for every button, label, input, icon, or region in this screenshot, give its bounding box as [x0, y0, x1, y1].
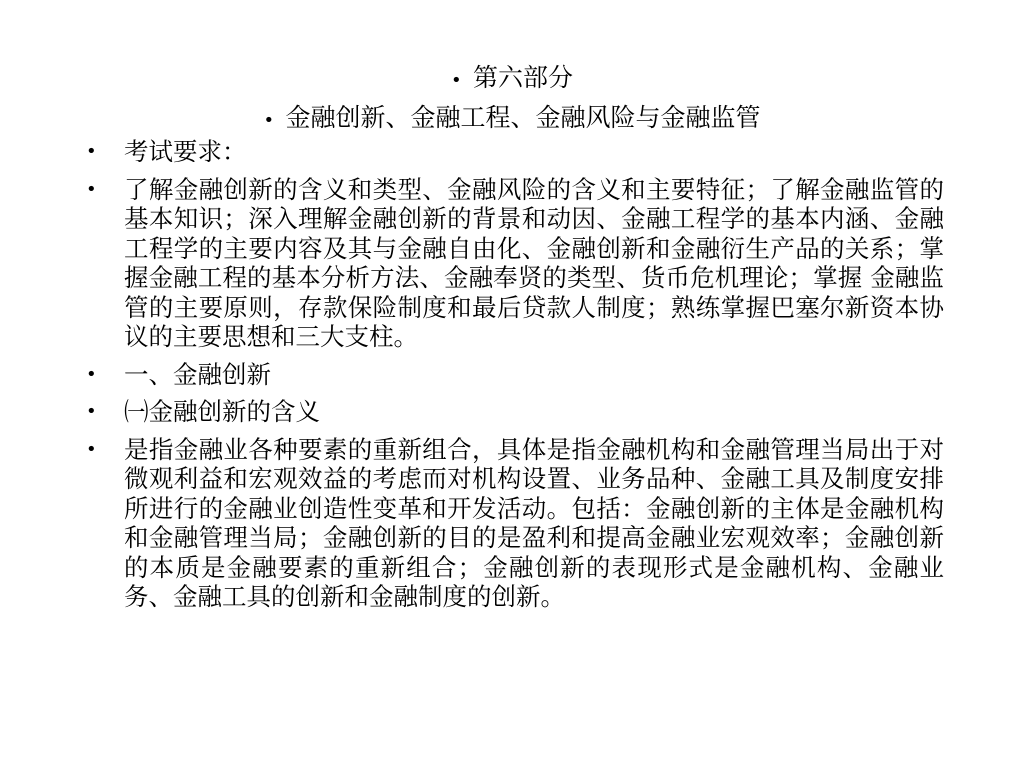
bullet-list — [82, 137, 944, 620]
bullet-icon: • — [86, 401, 97, 422]
bullet-icon: • — [450, 70, 462, 91]
bullet-icon: • — [263, 110, 275, 131]
bullet-icon: • — [86, 438, 97, 460]
exam-requirements-text: 了解金融创新的含义和类型、金融风险的含义和主要特征；了解金融监管的基本知识；深入理解金融创新的背景和动因、金融工程学的基本内涵、金融工程学的主要内容及其与金融自由化、金融创新和金融衍生产品的关系；掌握金融工程的基本分析方法、金融奉贤的类型、货币危机理论；掌握 金融监管的主要原则，存款保险制度和最后贷款人制度；熟练掌握巴塞尔新资本协议的主要思想和三大支柱。 — [124, 174, 944, 351]
exam-requirements-label: 考试要求： — [124, 137, 247, 166]
section-heading: 一、金融创新 — [124, 359, 271, 389]
section-subtitle: 金融创新、金融工程、金融风险与金融监管 — [285, 103, 761, 132]
part-title: 第六部分 — [472, 63, 573, 92]
list-item — [82, 397, 944, 427]
title-block — [0, 58, 1024, 138]
bullet-icon: • — [86, 178, 97, 200]
bullet-icon: • — [86, 363, 97, 385]
subtitle-heading — [0, 98, 1024, 138]
list-item — [82, 137, 944, 167]
list-item — [82, 175, 944, 352]
list-item — [82, 435, 944, 612]
bullet-icon: • — [86, 141, 97, 162]
part-heading — [0, 58, 1024, 98]
subsection-heading: ㈠金融创新的含义 — [124, 397, 320, 426]
list-item — [82, 360, 944, 390]
definition-text: 是指金融业各种要素的重新组合，具体是指金融机构和金融管理当局出于对微观利益和宏观效益的考虑而对机构设置、业务品种、金融工具及制度安排所进行的金融业创造性变革和开发活动。包括：金融创新的主体是金融机构和金融管理当局；金融创新的目的是盈利和提高金融业宏观效率；金融创新的本质是金融要素的重新组合；金融创新的表现形式是金融机构、金融业务、金融工具的创新和金融制度的创新。 — [124, 434, 944, 611]
